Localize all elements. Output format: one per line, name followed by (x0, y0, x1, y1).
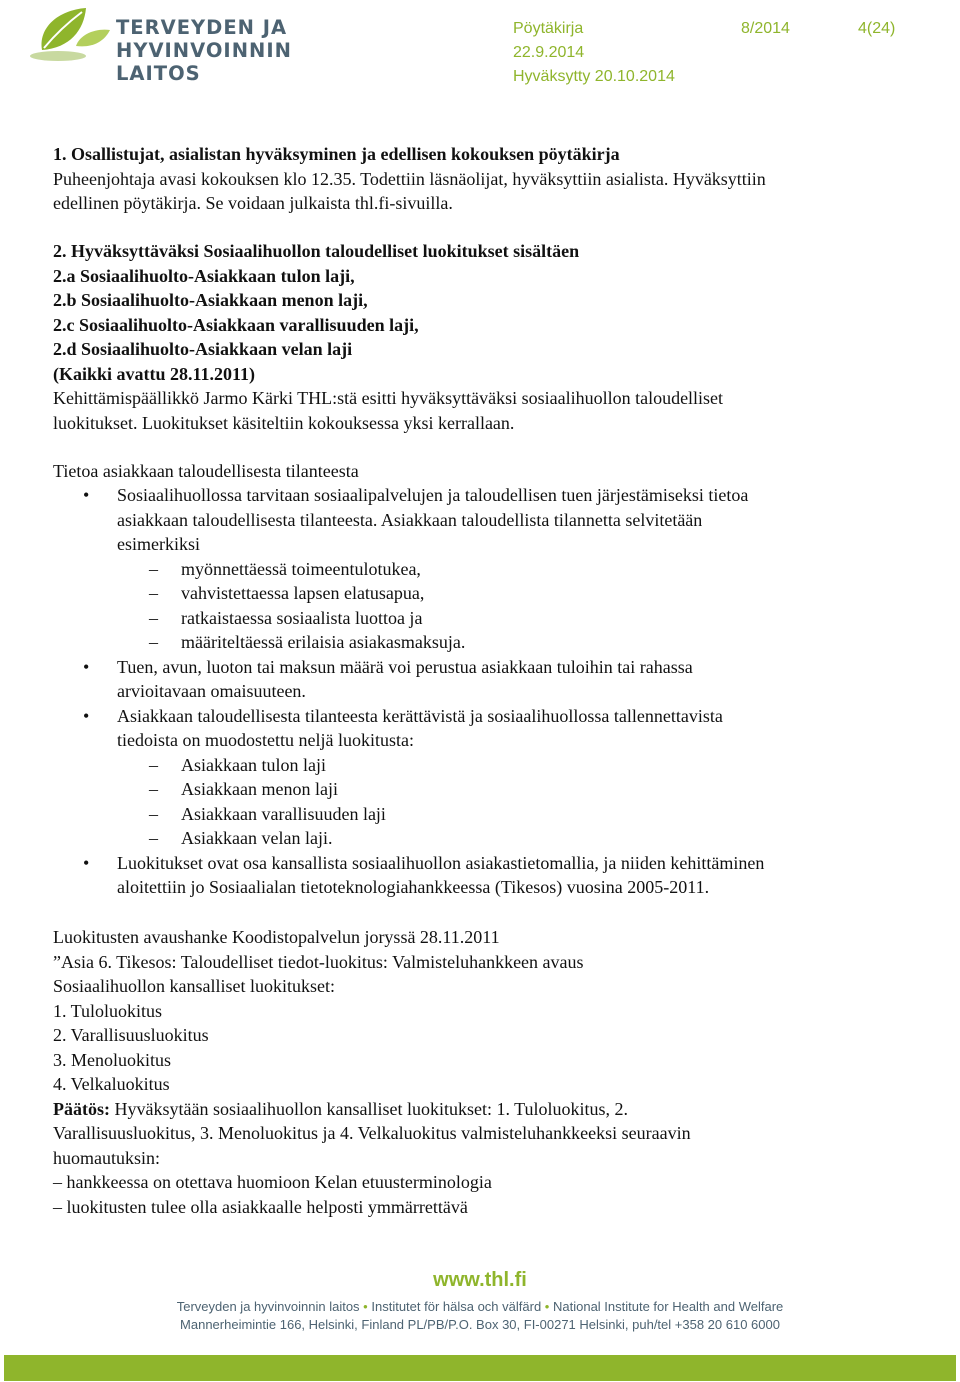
org-name-line1: TERVEYDEN JA (116, 16, 288, 39)
doc-type: Pöytäkirja (513, 20, 584, 37)
section2-subheading: 2.a Sosiaalihuolto-Asiakkaan tulon laji, (53, 265, 355, 286)
bullet-marker: • (83, 705, 90, 726)
footer-org-names (0, 1299, 960, 1314)
footer-separator: • (363, 1299, 368, 1314)
list-item-line: esimerkiksi (117, 534, 200, 554)
sub-list-item (53, 606, 913, 631)
section2-text-line: luokitukset. Luokitukset käsiteltiin kokouksessa yksi kerrallaan. (53, 412, 515, 433)
sub-list-item (53, 630, 913, 655)
dash-marker: – (149, 779, 158, 799)
thl-leaf-icon (30, 6, 114, 66)
dash-marker: – (149, 828, 158, 848)
decision-text-line: Sosiaalihuollon kansalliset luokitukset: (53, 976, 335, 996)
sub-list-item (53, 557, 913, 582)
section2-text-line: Kehittämispäällikkö Jarmo Kärki THL:stä esitti hyväksyttäväksi sosiaalihuollon taloudelliset (53, 388, 724, 408)
dash-marker: – (149, 607, 158, 628)
classification-item: 1. Tuloluokitus (53, 1000, 163, 1021)
sub-list-item-text: Asiakkaan velan laji. (181, 828, 333, 848)
list-item-line: Sosiaalihuollossa tarvitaan sosiaalipalvelujen ja taloudellisen tuen järjestämiseksi tietoa (117, 485, 749, 505)
list-item (53, 655, 913, 704)
list-item (53, 704, 913, 753)
section2-subheading: 2.c Sosiaalihuolto-Asiakkaan varallisuuden laji, (53, 314, 419, 335)
footer-name-en: National Institute for Health and Welfare (552, 1299, 784, 1314)
list-item-line: asiakkaan taloudellisesta tilanteesta. Asiakkaan taloudellista tilannetta selvitetään (117, 509, 703, 530)
bullet-marker: • (83, 852, 90, 873)
sub-list-item-text: Asiakkaan menon laji (181, 779, 338, 799)
decision-line (53, 1097, 628, 1122)
thl-logo (30, 6, 375, 85)
decision-text-line: Varallisuusluokitus, 3. Menoluokitus ja 4. Velkaluokitus valmisteluhankkeeksi seuraavin (53, 1123, 691, 1143)
org-name-line2: HYVINVOINNIN LAITOS (116, 39, 292, 85)
sub-list-item (53, 581, 913, 606)
list-item-line: Asiakkaan taloudellisesta tilanteesta kerättävistä ja sosiaalihuollossa tallennettavista (117, 705, 723, 726)
footer-name-fi: Terveyden ja hyvinvoinnin laitos (176, 1299, 360, 1314)
sub-list-item (53, 777, 913, 802)
page-number: 4(24) (858, 20, 896, 37)
list-item-line: Tuen, avun, luoton tai maksun määrä voi perustua asiakkaan tuloihin tai rahassa (117, 656, 693, 677)
org-logotype (116, 16, 375, 85)
decision-text-line: ”Asia 6. Tikesos: Taloudelliset tiedot-luokitus: Valmisteluhankkeen avaus (53, 951, 584, 972)
dash-marker: – (149, 583, 158, 603)
doc-date: 22.9.2014 (513, 44, 585, 61)
approved-date: Hyväksytty 20.10.2014 (513, 68, 675, 85)
decision-text-line: huomautuksin: (53, 1147, 160, 1168)
section2-heading: 2. Hyväksyttäväksi Sosiaalihuollon taloudelliset luokitukset sisältäen (53, 241, 580, 261)
section1-heading: 1. Osallistujat, asialistan hyväksyminen ja edellisen kokouksen pöytäkirja (53, 144, 620, 164)
decision-text: Hyväksytään sosiaalihuollon kansalliset luokitukset: 1. Tuloluokitus, 2. (110, 1098, 628, 1119)
remark-line: – hankkeessa on otettava huomioon Kelan etuusterminologia (53, 1172, 492, 1192)
sub-list-item-text: vahvistettaessa lapsen elatusapua, (181, 583, 425, 603)
section1-text-line: edellinen pöytäkirja. Se voidaan julkaista thl.fi-sivuilla. (53, 193, 453, 213)
decision-label: Päätös: (53, 1098, 110, 1119)
footer-url: www.thl.fi (433, 1269, 527, 1291)
remark-line: – luokitusten tulee olla asiakkaalle helposti ymmärrettävä (53, 1196, 468, 1217)
bullet-marker: • (83, 656, 90, 677)
list-item (53, 483, 913, 557)
section2-subheading: 2.d Sosiaalihuolto-Asiakkaan velan laji (53, 339, 353, 359)
list-item-line: Luokitukset ovat osa kansallista sosiaalihuollon asiakastietomallia, ja niiden kehittäminen (117, 852, 765, 873)
list-item-line: aloitettiin jo Sosiaalialan tietoteknologiahankkeessa (Tikesos) vuosina 2005-2011. (117, 877, 710, 897)
classification-item: 3. Menoluokitus (53, 1049, 172, 1070)
classification-item: 4. Velkaluokitus (53, 1074, 170, 1094)
info-title: Tietoa asiakkaan taloudellisesta tilanteesta (53, 461, 359, 481)
sub-list-item-text: myönnettäessä toimeentulotukea, (181, 558, 421, 579)
footer-separator: • (544, 1299, 550, 1314)
sub-list-item (53, 802, 913, 827)
sub-list-item-text: ratkaistaessa sosiaalista luottoa ja (181, 607, 423, 628)
document-meta (513, 17, 896, 89)
sub-list-item-text: Asiakkaan varallisuuden laji (181, 803, 386, 824)
dash-marker: – (149, 803, 158, 824)
info-list (53, 483, 913, 900)
list-item-line: tiedoista on muodostettu neljä luokitusta: (117, 730, 414, 750)
footer-bar (4, 1355, 956, 1381)
decision-text-line: Luokitusten avaushanke Koodistopalvelun joryssä 28.11.2011 (53, 927, 500, 947)
list-item (53, 851, 913, 900)
sub-list-item-text: määriteltäessä erilaisia asiakasmaksuja. (181, 632, 466, 652)
classification-item: 2. Varallisuusluokitus (53, 1025, 209, 1045)
dash-marker: – (149, 632, 158, 652)
sub-list-item (53, 826, 913, 851)
footer-name-sv: Institutet för hälsa och välfärd (371, 1299, 542, 1314)
doc-number: 8/2014 (741, 20, 790, 37)
footer-address: Mannerheimintie 166, Helsinki, Finland PL/PB/P.O. Box 30, FI-00271 Helsinki, puh/tel +358 20 610 6000 (180, 1317, 780, 1332)
bullet-marker: • (83, 485, 90, 505)
dash-marker: – (149, 558, 158, 579)
section2-subheading: (Kaikki avattu 28.11.2011) (53, 363, 256, 384)
list-item-line: arvioitavaan omaisuuteen. (117, 681, 306, 701)
section1-text-line: Puheenjohtaja avasi kokouksen klo 12.35. Todettiin läsnäolijat, hyväksyttiin asialista. Hyväksyttiin (53, 168, 766, 189)
section2-subheading: 2.b Sosiaalihuolto-Asiakkaan menon laji, (53, 290, 368, 310)
sub-list-item-text: Asiakkaan tulon laji (181, 754, 326, 775)
dash-marker: – (149, 754, 158, 775)
sub-list-item (53, 753, 913, 778)
